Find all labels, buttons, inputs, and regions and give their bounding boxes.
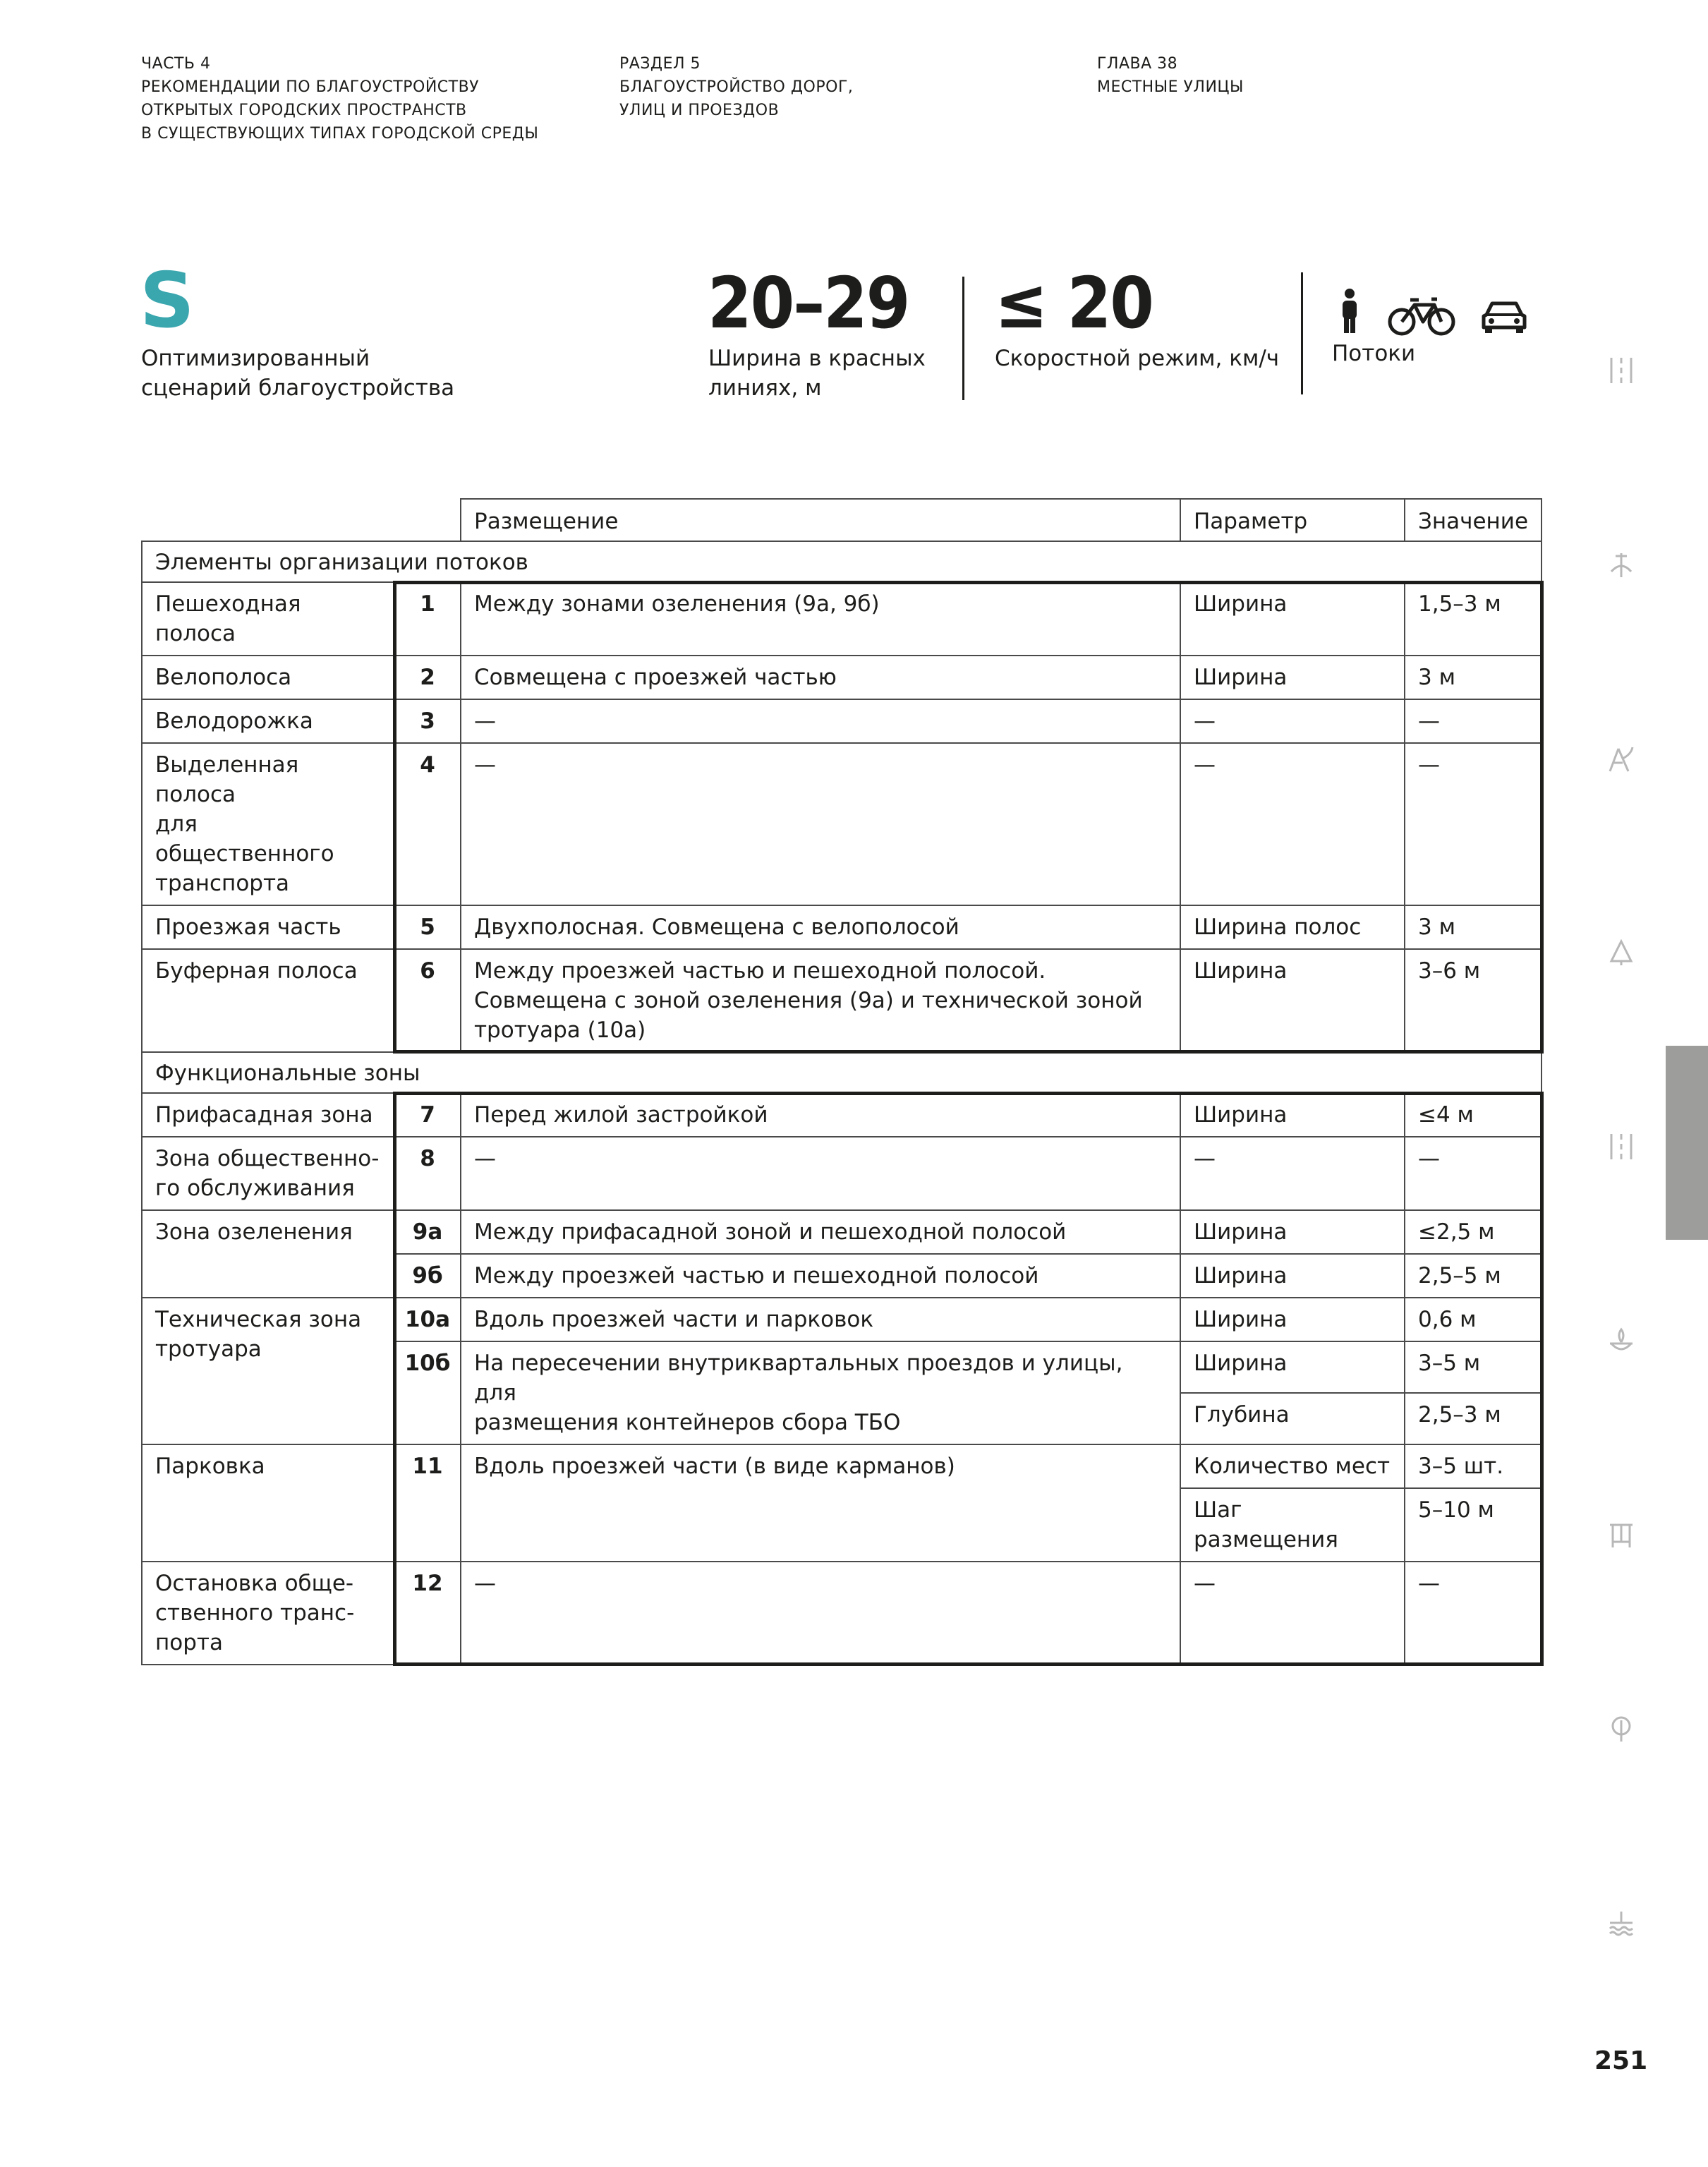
element-value: 1,5–3 м bbox=[1405, 582, 1542, 656]
element-value: 3 м bbox=[1405, 905, 1542, 949]
element-name bbox=[142, 1137, 394, 1210]
running-head-part bbox=[141, 52, 538, 145]
element-placement bbox=[461, 1341, 1180, 1444]
element-name-line: Остановка обще- bbox=[155, 1571, 354, 1596]
road-section-icon bbox=[1607, 356, 1635, 385]
element-placement: Между проезжей частью и пешеходной полосой bbox=[461, 1254, 1180, 1298]
element-name-line: Техническая зона bbox=[155, 1307, 362, 1332]
element-value: 5–10 м bbox=[1405, 1488, 1542, 1562]
table-row bbox=[142, 949, 1542, 1052]
section-flows: Элементы организации потоков bbox=[142, 541, 1542, 582]
element-placement: Между зонами озеленения (9а, 9б) bbox=[461, 582, 1180, 656]
element-number: 3 bbox=[394, 699, 461, 743]
running-head-line: БЛАГОУСТРОЙСТВО ДОРОГ, bbox=[619, 78, 854, 96]
element-parameter: Ширина полос bbox=[1180, 905, 1405, 949]
element-value: 3–5 м bbox=[1405, 1341, 1542, 1393]
building-icon bbox=[1607, 1521, 1635, 1549]
element-name bbox=[142, 743, 394, 905]
element-name-line: ственного транс- bbox=[155, 1600, 355, 1626]
table-row bbox=[142, 1137, 1542, 1210]
element-placement-line: тротуара (10а) bbox=[474, 1018, 646, 1043]
width-value: 20–29 bbox=[708, 262, 909, 344]
header-placement: Размещение bbox=[461, 499, 1180, 541]
element-name-line: Выделенная полоса bbox=[155, 752, 299, 807]
element-parameter: — bbox=[1180, 699, 1405, 743]
element-parameter: Количество мест bbox=[1180, 1444, 1405, 1488]
element-placement: Перед жилой застройкой bbox=[461, 1093, 1180, 1137]
table-row bbox=[142, 582, 1542, 656]
element-name: Пешеходная полоса bbox=[142, 582, 394, 656]
running-head-chapter bbox=[1097, 52, 1244, 99]
header-parameter: Параметр bbox=[1180, 499, 1405, 541]
element-name: Велополоса bbox=[142, 656, 394, 699]
element-name-line: порта bbox=[155, 1630, 223, 1655]
element-number: 10б bbox=[394, 1341, 461, 1444]
element-value: 0,6 м bbox=[1405, 1298, 1542, 1341]
section-row bbox=[142, 1052, 1542, 1093]
scenario-label-line: Оптимизированный bbox=[141, 346, 370, 371]
table-header-row bbox=[142, 499, 1542, 541]
element-number: 12 bbox=[394, 1562, 461, 1665]
tree-icon bbox=[1607, 938, 1635, 967]
element-placement-line: размещения контейнеров сбора ТБО bbox=[474, 1410, 901, 1435]
element-value: — bbox=[1405, 699, 1542, 743]
running-head-section bbox=[619, 52, 853, 122]
width-label-line: Ширина в красных bbox=[708, 346, 926, 371]
running-head-line: РАЗДЕЛ 5 bbox=[619, 55, 701, 73]
pedestrian-icon bbox=[1337, 288, 1362, 334]
element-parameter: — bbox=[1180, 743, 1405, 905]
table-row bbox=[142, 699, 1542, 743]
running-head-line: УЛИЦ И ПРОЕЗДОВ bbox=[619, 102, 780, 119]
element-placement-line: Совмещена с зоной озеленения (9а) и технической зоной bbox=[474, 988, 1143, 1013]
element-parameter: Шаг размещения bbox=[1180, 1488, 1405, 1562]
table-row bbox=[142, 1210, 1542, 1254]
car-icon bbox=[1479, 299, 1529, 334]
road-section-icon bbox=[1607, 1133, 1635, 1161]
scenario-label-line: сценарий благоустройства bbox=[141, 375, 455, 401]
table-row bbox=[142, 1562, 1542, 1665]
element-value: 2,5–3 м bbox=[1405, 1393, 1542, 1444]
element-value: 3–5 шт. bbox=[1405, 1444, 1542, 1488]
element-value: — bbox=[1405, 1562, 1542, 1665]
element-placement: Двухполосная. Совмещена с велополосой bbox=[461, 905, 1180, 949]
element-number: 8 bbox=[394, 1137, 461, 1210]
element-number: 1 bbox=[394, 582, 461, 656]
element-parameter: Глубина bbox=[1180, 1393, 1405, 1444]
running-head-line: В СУЩЕСТВУЮЩИХ ТИПАХ ГОРОДСКОЙ СРЕДЫ bbox=[141, 125, 539, 143]
table-row bbox=[142, 905, 1542, 949]
element-name: Проезжая часть bbox=[142, 905, 394, 949]
element-name bbox=[142, 1298, 394, 1444]
element-value: 3–6 м bbox=[1405, 949, 1542, 1052]
element-parameter: Ширина bbox=[1180, 1298, 1405, 1341]
element-name: Парковка bbox=[142, 1444, 394, 1562]
element-parameter: Ширина bbox=[1180, 1093, 1405, 1137]
element-value: ≤2,5 м bbox=[1405, 1210, 1542, 1254]
element-parameter: Ширина bbox=[1180, 582, 1405, 656]
element-number: 7 bbox=[394, 1093, 461, 1137]
element-name-line: для общественного bbox=[155, 811, 334, 867]
element-number: 4 bbox=[394, 743, 461, 905]
bicycle-icon bbox=[1388, 296, 1455, 336]
element-placement: Вдоль проезжей части и парковок bbox=[461, 1298, 1180, 1341]
element-value: 3 м bbox=[1405, 656, 1542, 699]
running-head-line: ЧАСТЬ 4 bbox=[141, 55, 211, 73]
tree-round-icon bbox=[1607, 1715, 1635, 1743]
table-row bbox=[142, 1298, 1542, 1341]
summary-divider bbox=[962, 277, 964, 400]
page-number: 251 bbox=[1594, 2046, 1648, 2075]
element-parameter: Ширина bbox=[1180, 1254, 1405, 1298]
element-parameter: Ширина bbox=[1180, 1341, 1405, 1393]
element-name-line: Зона общественно- bbox=[155, 1146, 380, 1171]
element-number: 9б bbox=[394, 1254, 461, 1298]
element-number: 5 bbox=[394, 905, 461, 949]
section-row bbox=[142, 541, 1542, 582]
element-name-line: го обслуживания bbox=[155, 1176, 355, 1201]
element-placement-line: Между проезжей частью и пешеходной полосой. bbox=[474, 958, 1046, 984]
element-placement bbox=[461, 949, 1180, 1052]
speed-label: Скоростной режим, км/ч bbox=[995, 346, 1280, 371]
element-name bbox=[142, 1562, 394, 1665]
element-name: Зона озеленения bbox=[142, 1210, 394, 1298]
width-label bbox=[708, 344, 926, 403]
element-number: 6 bbox=[394, 949, 461, 1052]
element-parameter: — bbox=[1180, 1562, 1405, 1665]
element-value: ≤4 м bbox=[1405, 1093, 1542, 1137]
running-head-line: МЕСТНЫЕ УЛИЦЫ bbox=[1097, 78, 1244, 96]
header-value: Значение bbox=[1405, 499, 1542, 541]
section-tab-marker bbox=[1666, 1046, 1708, 1240]
element-placement: Совмещена с проезжей частью bbox=[461, 656, 1180, 699]
element-parameter: — bbox=[1180, 1137, 1405, 1210]
section-zones: Функциональные зоны bbox=[142, 1052, 1542, 1093]
lamp-icon bbox=[1607, 550, 1635, 579]
parameters-table bbox=[141, 498, 1542, 1665]
table-row bbox=[142, 1444, 1542, 1488]
width-label-line: линиях, м bbox=[708, 375, 822, 401]
scenario-letter: S bbox=[140, 257, 195, 345]
element-placement: — bbox=[461, 699, 1180, 743]
fountain-icon bbox=[1607, 1327, 1635, 1355]
element-number: 10а bbox=[394, 1298, 461, 1341]
element-parameter: Ширина bbox=[1180, 656, 1405, 699]
element-value: 2,5–5 м bbox=[1405, 1254, 1542, 1298]
element-placement: — bbox=[461, 743, 1180, 905]
element-number: 2 bbox=[394, 656, 461, 699]
element-name-line: тротуара bbox=[155, 1336, 262, 1362]
element-name: Прифасадная зона bbox=[142, 1093, 394, 1137]
header-empty-cell bbox=[142, 499, 461, 541]
element-placement: Между прифасадной зоной и пешеходной полосой bbox=[461, 1210, 1180, 1254]
element-number: 11 bbox=[394, 1444, 461, 1562]
running-head-line: ОТКРЫТЫХ ГОРОДСКИХ ПРОСТРАНСТВ bbox=[141, 102, 467, 119]
table-row bbox=[142, 656, 1542, 699]
element-name-line: транспорта bbox=[155, 871, 290, 896]
element-name: Велодорожка bbox=[142, 699, 394, 743]
element-number: 9а bbox=[394, 1210, 461, 1254]
table-row bbox=[142, 743, 1542, 905]
running-head-line: РЕКОМЕНДАЦИИ ПО БЛАГОУСТРОЙСТВУ bbox=[141, 78, 480, 96]
running-head-line: ГЛАВА 38 bbox=[1097, 55, 1178, 73]
element-parameter: Ширина bbox=[1180, 949, 1405, 1052]
element-placement: — bbox=[461, 1137, 1180, 1210]
summary-divider bbox=[1301, 272, 1303, 394]
table-row bbox=[142, 1093, 1542, 1137]
playground-icon bbox=[1607, 744, 1635, 773]
speed-value: ≤ 20 bbox=[995, 262, 1153, 344]
element-placement: — bbox=[461, 1562, 1180, 1665]
element-value: — bbox=[1405, 1137, 1542, 1210]
waterfront-icon bbox=[1607, 1909, 1635, 1937]
element-placement-line: На пересечении внутриквартальных проездов и улицы, для bbox=[474, 1351, 1123, 1406]
element-name: Буферная полоса bbox=[142, 949, 394, 1052]
element-parameter: Ширина bbox=[1180, 1210, 1405, 1254]
element-placement: Вдоль проезжей части (в виде карманов) bbox=[461, 1444, 1180, 1562]
element-value: — bbox=[1405, 743, 1542, 905]
flows-label: Потоки bbox=[1332, 341, 1416, 366]
scenario-label bbox=[141, 344, 454, 403]
